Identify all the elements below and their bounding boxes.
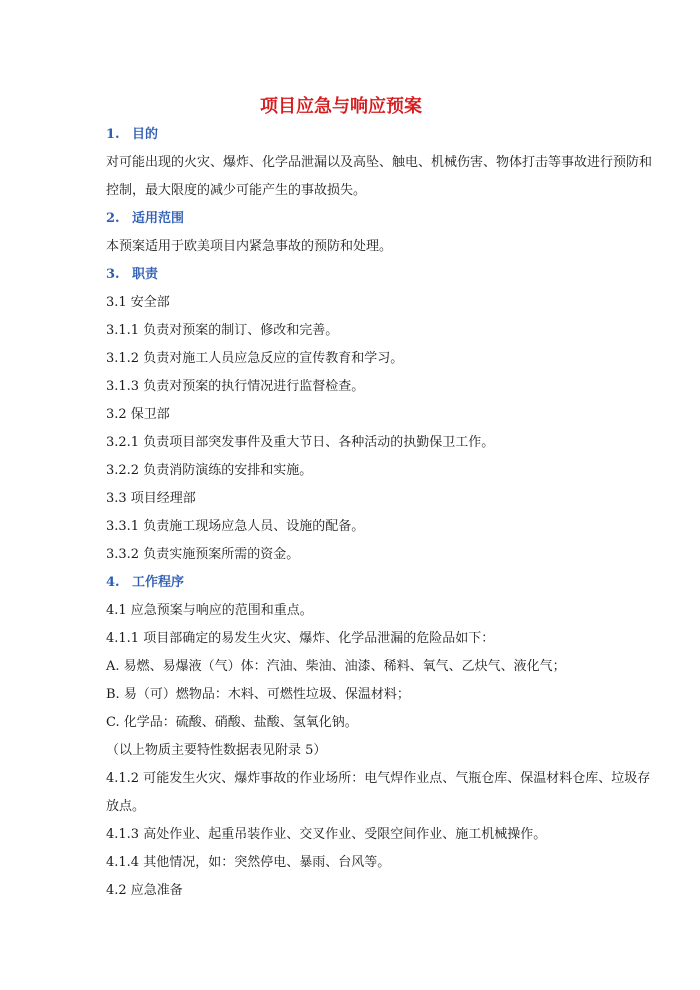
paragraph-line: A. 易燃、易爆液（气）体：汽油、柴油、油漆、稀料、氧气、乙炔气、液化气； — [106, 659, 566, 674]
section-number: 3. — [106, 267, 120, 282]
paragraph-line: 4.1 应急预案与响应的范围和重点。 — [106, 603, 313, 618]
section-heading-3 — [106, 266, 158, 284]
paragraph-line: 3.3.2 负责实施预案所需的资金。 — [106, 547, 300, 562]
section-heading-text: 职责 — [132, 267, 159, 282]
paragraph-line: 3.3 项目经理部 — [106, 491, 196, 506]
paragraph-line: 3.2.1 负责项目部突发事件及重大节日、各种活动的执勤保卫工作。 — [106, 435, 495, 450]
section-heading-text: 目的 — [132, 127, 159, 142]
section-number: 1. — [106, 127, 120, 142]
paragraph-line: C. 化学品：硫酸、硝酸、盐酸、氢氧化钠。 — [106, 715, 358, 730]
paragraph-line: 3.2 保卫部 — [106, 407, 170, 422]
paragraph-line: 4.2 应急准备 — [106, 883, 183, 898]
paragraph-line: 4.1.4 其他情况，如：突然停电、暴雨、台风等。 — [106, 855, 391, 870]
paragraph-line: 放点。 — [106, 799, 146, 814]
section-heading-text: 工作程序 — [132, 575, 185, 590]
section-heading-text: 适用范围 — [132, 211, 185, 226]
paragraph-line: 控制，最大限度的减少可能产生的事故损失。 — [106, 183, 367, 198]
paragraph-line: 3.1.1 负责对预案的制订、修改和完善。 — [106, 323, 339, 338]
paragraph-line: 对可能出现的火灾、爆炸、化学品泄漏以及高坠、触电、机械伤害、物体打击等事故进行预防和 — [106, 155, 653, 170]
section-heading-1 — [106, 126, 158, 144]
paragraph-line: 3.1.2 负责对施工人员应急反应的宣传教育和学习。 — [106, 351, 404, 366]
paragraph-line: 3.3.1 负责施工现场应急人员、设施的配备。 — [106, 519, 365, 534]
section-heading-4 — [106, 574, 184, 592]
section-number: 4. — [106, 575, 120, 590]
paragraph-line: 3.1 安全部 — [106, 295, 170, 310]
document-title: 项目应急与响应预案 — [260, 96, 422, 117]
paragraph-line: 3.2.2 负责消防演练的安排和实施。 — [106, 463, 313, 478]
paragraph-line: （以上物质主要特性数据表见附录 5） — [106, 743, 327, 758]
paragraph-line: 4.1.3 高处作业、起重吊装作业、交叉作业、受限空间作业、施工机械操作。 — [106, 827, 547, 842]
paragraph-line: 3.1.3 负责对预案的执行情况进行监督检查。 — [106, 379, 365, 394]
paragraph-line: B. 易（可）燃物品：木料、可燃性垃圾、保温材料； — [106, 687, 410, 702]
section-heading-2 — [106, 210, 184, 228]
section-number: 2. — [106, 211, 120, 226]
paragraph-line: 4.1.1 项目部确定的易发生火灾、爆炸、化学品泄漏的危险品如下： — [106, 631, 495, 646]
paragraph-line: 4.1.2 可能发生火灾、爆炸事故的作业场所：电气焊作业点、气瓶仓库、保温材料仓库、垃圾存 — [106, 771, 651, 786]
paragraph-line: 本预案适用于欧美项目内紧急事故的预防和处理。 — [106, 239, 393, 254]
